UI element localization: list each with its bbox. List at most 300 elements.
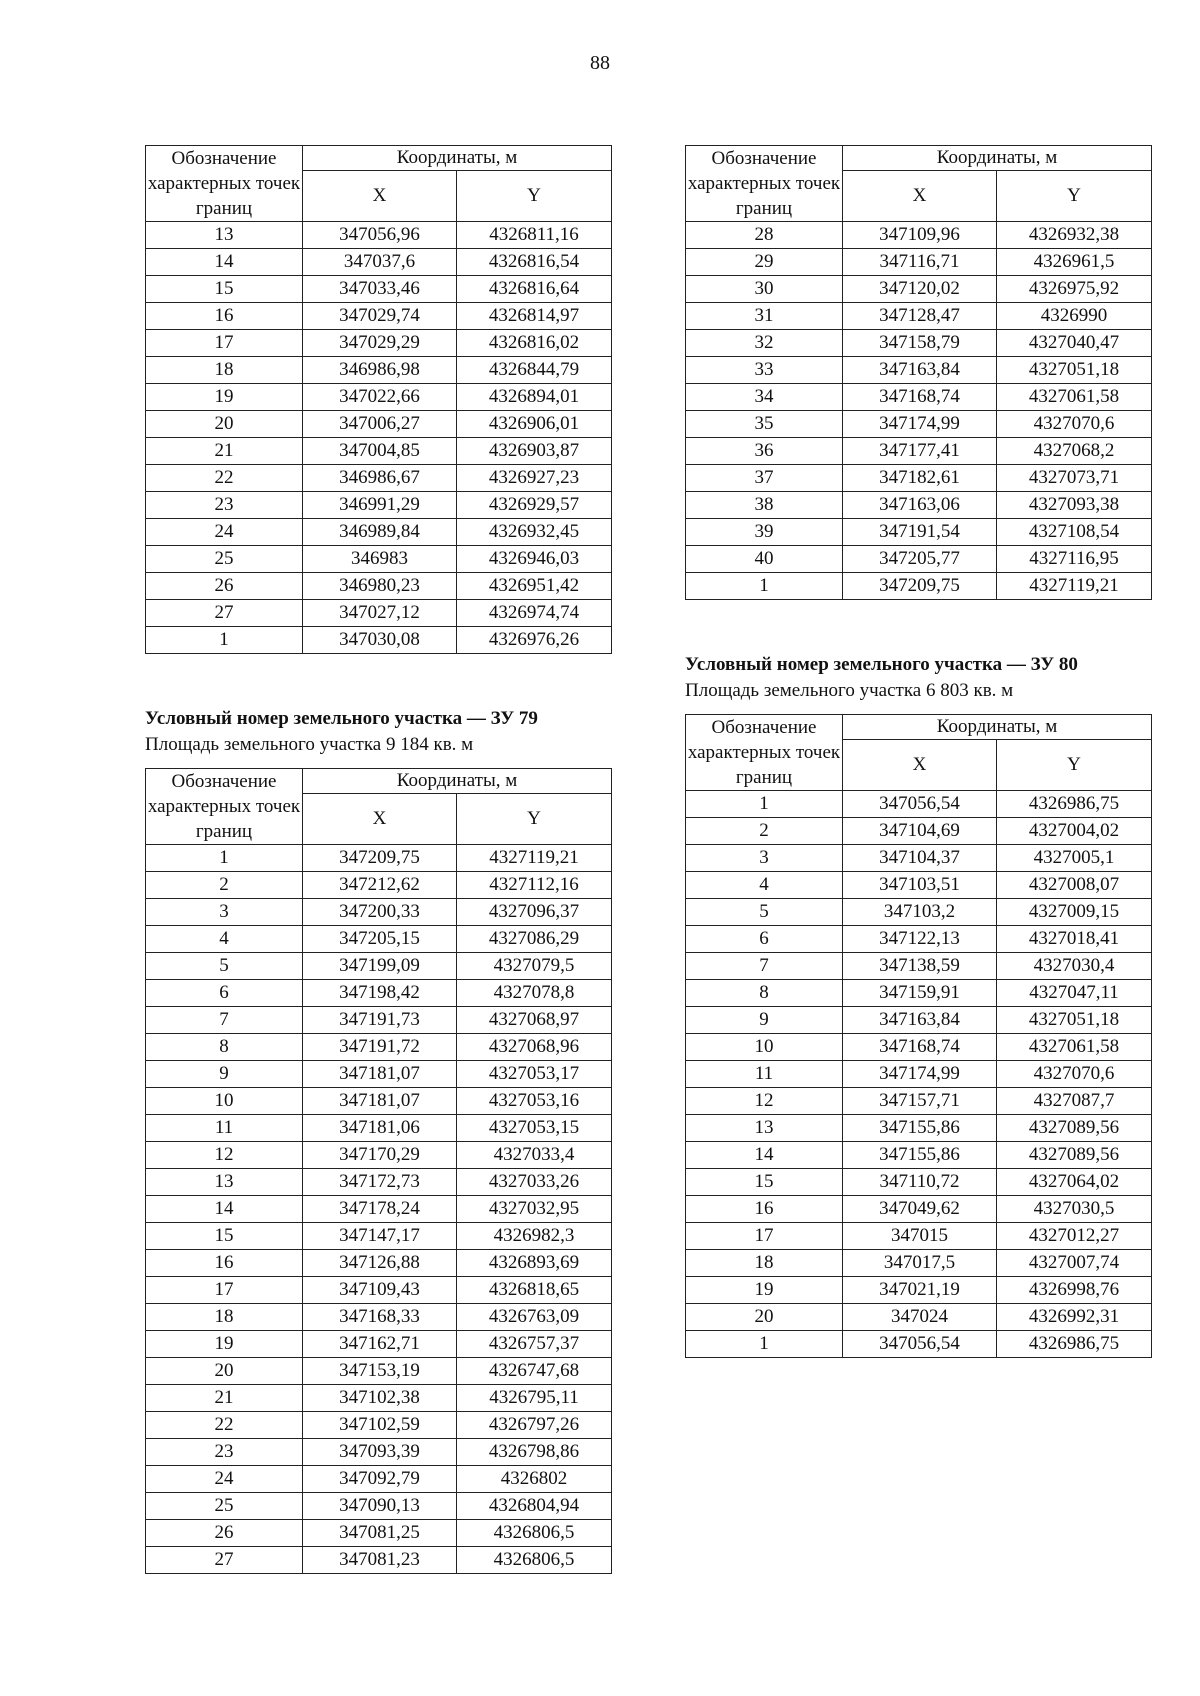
- x-coordinate-cell: 347191,73: [303, 1007, 457, 1034]
- y-coordinate-cell: 4327079,5: [457, 953, 612, 980]
- table-row: [686, 1061, 1152, 1088]
- y-coordinate-cell: 4327061,58: [997, 1034, 1152, 1061]
- table-row: [686, 222, 1152, 249]
- header-y: Y: [457, 171, 612, 222]
- table-row: [146, 845, 612, 872]
- x-coordinate-cell: 346991,29: [303, 492, 457, 519]
- y-coordinate-cell: 4326816,02: [457, 330, 612, 357]
- y-coordinate-cell: 4326982,3: [457, 1223, 612, 1250]
- y-coordinate-cell: 4327112,16: [457, 872, 612, 899]
- x-coordinate-cell: 347110,72: [843, 1169, 997, 1196]
- x-coordinate-cell: 347093,39: [303, 1439, 457, 1466]
- point-number-cell: 5: [146, 953, 303, 980]
- x-coordinate-cell: 347177,41: [843, 438, 997, 465]
- point-number-cell: 22: [146, 465, 303, 492]
- table-row: [146, 519, 612, 546]
- point-number-cell: 40: [686, 546, 843, 573]
- x-coordinate-cell: 347027,12: [303, 600, 457, 627]
- point-number-cell: 18: [686, 1250, 843, 1277]
- x-coordinate-cell: 347159,91: [843, 980, 997, 1007]
- coordinates-table-zu79: [145, 768, 612, 1574]
- y-coordinate-cell: 4326795,11: [457, 1385, 612, 1412]
- x-coordinate-cell: 347163,84: [843, 1007, 997, 1034]
- x-coordinate-cell: 347168,74: [843, 1034, 997, 1061]
- y-coordinate-cell: 4327087,7: [997, 1088, 1152, 1115]
- x-coordinate-cell: 347029,74: [303, 303, 457, 330]
- table-row: [686, 872, 1152, 899]
- y-coordinate-cell: 4326951,42: [457, 573, 612, 600]
- table-row: [686, 330, 1152, 357]
- point-number-cell: 39: [686, 519, 843, 546]
- y-coordinate-cell: 4327051,18: [997, 1007, 1152, 1034]
- point-number-cell: 3: [686, 845, 843, 872]
- right-column: [685, 145, 1151, 1358]
- y-coordinate-cell: 4327089,56: [997, 1115, 1152, 1142]
- x-coordinate-cell: 347155,86: [843, 1115, 997, 1142]
- x-coordinate-cell: 347037,6: [303, 249, 457, 276]
- point-number-cell: 6: [686, 926, 843, 953]
- point-number-cell: 9: [686, 1007, 843, 1034]
- point-number-cell: 4: [146, 926, 303, 953]
- x-coordinate-cell: 347163,84: [843, 357, 997, 384]
- section-zu80: [685, 652, 1151, 1358]
- table-row: [146, 1331, 612, 1358]
- x-coordinate-cell: 347090,13: [303, 1493, 457, 1520]
- point-number-cell: 17: [686, 1223, 843, 1250]
- table-row: [686, 818, 1152, 845]
- table-row: [146, 1196, 612, 1223]
- point-number-cell: 4: [686, 872, 843, 899]
- section-area-zu79: Площадь земельного участка 9 184 кв. м: [145, 734, 474, 755]
- x-coordinate-cell: 347200,33: [303, 899, 457, 926]
- table-row: [686, 546, 1152, 573]
- point-number-cell: 20: [146, 1358, 303, 1385]
- point-number-cell: 21: [146, 1385, 303, 1412]
- table-row: [686, 465, 1152, 492]
- table-row: [146, 546, 612, 573]
- y-coordinate-cell: 4326903,87: [457, 438, 612, 465]
- point-number-cell: 2: [686, 818, 843, 845]
- table-row: [686, 411, 1152, 438]
- x-coordinate-cell: 346986,98: [303, 357, 457, 384]
- point-number-cell: 25: [146, 1493, 303, 1520]
- y-coordinate-cell: 4326844,79: [457, 357, 612, 384]
- point-number-cell: 16: [146, 1250, 303, 1277]
- x-coordinate-cell: 347056,54: [843, 1331, 997, 1358]
- y-coordinate-cell: 4327119,21: [997, 573, 1152, 600]
- point-number-cell: 23: [146, 1439, 303, 1466]
- point-number-cell: 15: [146, 276, 303, 303]
- point-number-cell: 13: [146, 1169, 303, 1196]
- y-coordinate-cell: 4327096,37: [457, 899, 612, 926]
- y-coordinate-cell: 4326974,74: [457, 600, 612, 627]
- y-coordinate-cell: 4326811,16: [457, 222, 612, 249]
- point-number-cell: 36: [686, 438, 843, 465]
- point-number-cell: 15: [686, 1169, 843, 1196]
- point-number-cell: 26: [146, 1520, 303, 1547]
- y-coordinate-cell: 4326932,38: [997, 222, 1152, 249]
- table-row: [146, 1034, 612, 1061]
- y-coordinate-cell: 4327012,27: [997, 1223, 1152, 1250]
- y-coordinate-cell: 4327089,56: [997, 1142, 1152, 1169]
- x-coordinate-cell: 346983: [303, 546, 457, 573]
- y-coordinate-cell: 4326961,5: [997, 249, 1152, 276]
- table-row: [146, 249, 612, 276]
- x-coordinate-cell: 347006,27: [303, 411, 457, 438]
- table-row: [146, 953, 612, 980]
- table-row: [686, 1169, 1152, 1196]
- table-row: [686, 519, 1152, 546]
- y-coordinate-cell: 4327068,96: [457, 1034, 612, 1061]
- coordinates-table-zu80: [685, 714, 1152, 1358]
- y-coordinate-cell: 4326818,65: [457, 1277, 612, 1304]
- x-coordinate-cell: 347033,46: [303, 276, 457, 303]
- x-coordinate-cell: 347056,96: [303, 222, 457, 249]
- x-coordinate-cell: 347120,02: [843, 276, 997, 303]
- x-coordinate-cell: 347205,77: [843, 546, 997, 573]
- point-number-cell: 19: [146, 384, 303, 411]
- y-coordinate-cell: 4327032,95: [457, 1196, 612, 1223]
- point-number-cell: 1: [146, 627, 303, 654]
- point-number-cell: 20: [686, 1304, 843, 1331]
- y-coordinate-cell: 4327047,11: [997, 980, 1152, 1007]
- y-coordinate-cell: 4327004,02: [997, 818, 1152, 845]
- point-number-cell: 18: [146, 357, 303, 384]
- point-number-cell: 25: [146, 546, 303, 573]
- point-number-cell: 20: [146, 411, 303, 438]
- point-number-cell: 18: [146, 1304, 303, 1331]
- table-row: [686, 438, 1152, 465]
- x-coordinate-cell: 347172,73: [303, 1169, 457, 1196]
- y-coordinate-cell: 4327009,15: [997, 899, 1152, 926]
- table-row: [146, 1358, 612, 1385]
- x-coordinate-cell: 347029,29: [303, 330, 457, 357]
- table-row: [146, 492, 612, 519]
- coordinates-table-continued-right: [685, 145, 1152, 600]
- table-row: [146, 411, 612, 438]
- x-coordinate-cell: 347199,09: [303, 953, 457, 980]
- y-coordinate-cell: 4327007,74: [997, 1250, 1152, 1277]
- point-number-cell: 1: [146, 845, 303, 872]
- point-number-cell: 6: [146, 980, 303, 1007]
- x-coordinate-cell: 347056,54: [843, 791, 997, 818]
- x-coordinate-cell: 347155,86: [843, 1142, 997, 1169]
- x-coordinate-cell: 347116,71: [843, 249, 997, 276]
- y-coordinate-cell: 4326798,86: [457, 1439, 612, 1466]
- point-number-cell: 1: [686, 1331, 843, 1358]
- section-zu79: [145, 706, 611, 1574]
- header-coordinates: Координаты, м: [843, 146, 1152, 171]
- table-row: [146, 1466, 612, 1493]
- header-x: X: [303, 171, 457, 222]
- table-row: [686, 249, 1152, 276]
- section-title-zu79: Условный номер земельного участка — ЗУ 79: [145, 708, 538, 729]
- point-number-cell: 32: [686, 330, 843, 357]
- point-number-cell: 21: [146, 438, 303, 465]
- x-coordinate-cell: 347021,19: [843, 1277, 997, 1304]
- y-coordinate-cell: 4327053,17: [457, 1061, 612, 1088]
- y-coordinate-cell: 4327078,8: [457, 980, 612, 1007]
- table-row: [686, 1223, 1152, 1250]
- point-number-cell: 34: [686, 384, 843, 411]
- point-number-cell: 9: [146, 1061, 303, 1088]
- page-number: 88: [590, 52, 610, 74]
- header-designation: Обозначение характерных точек границ: [146, 769, 303, 845]
- x-coordinate-cell: 347109,43: [303, 1277, 457, 1304]
- y-coordinate-cell: 4326763,09: [457, 1304, 612, 1331]
- point-number-cell: 13: [146, 222, 303, 249]
- header-y: Y: [997, 171, 1152, 222]
- y-coordinate-cell: 4327030,4: [997, 953, 1152, 980]
- y-coordinate-cell: 4326906,01: [457, 411, 612, 438]
- table-row: [686, 953, 1152, 980]
- table-row: [686, 899, 1152, 926]
- x-coordinate-cell: 347181,07: [303, 1061, 457, 1088]
- point-number-cell: 24: [146, 1466, 303, 1493]
- header-x: X: [843, 740, 997, 791]
- table-row: [146, 1520, 612, 1547]
- x-coordinate-cell: 347168,74: [843, 384, 997, 411]
- left-column: [145, 145, 611, 1574]
- table-row: [686, 1277, 1152, 1304]
- table-row: [146, 1277, 612, 1304]
- point-number-cell: 2: [146, 872, 303, 899]
- table-row: [686, 791, 1152, 818]
- point-number-cell: 11: [686, 1061, 843, 1088]
- point-number-cell: 23: [146, 492, 303, 519]
- point-number-cell: 37: [686, 465, 843, 492]
- point-number-cell: 14: [146, 1196, 303, 1223]
- point-number-cell: 14: [146, 249, 303, 276]
- y-coordinate-cell: 4326747,68: [457, 1358, 612, 1385]
- table-row: [146, 627, 612, 654]
- x-coordinate-cell: 347174,99: [843, 411, 997, 438]
- point-number-cell: 33: [686, 357, 843, 384]
- y-coordinate-cell: 4327068,2: [997, 438, 1152, 465]
- y-coordinate-cell: 4327051,18: [997, 357, 1152, 384]
- x-coordinate-cell: 346980,23: [303, 573, 457, 600]
- table-row: [146, 276, 612, 303]
- y-coordinate-cell: 4327053,15: [457, 1115, 612, 1142]
- x-coordinate-cell: 347049,62: [843, 1196, 997, 1223]
- table-row: [146, 926, 612, 953]
- table-row: [686, 492, 1152, 519]
- point-number-cell: 5: [686, 899, 843, 926]
- y-coordinate-cell: 4326816,54: [457, 249, 612, 276]
- x-coordinate-cell: 347191,54: [843, 519, 997, 546]
- section-title-zu80: Условный номер земельного участка — ЗУ 80: [685, 654, 1078, 675]
- point-number-cell: 14: [686, 1142, 843, 1169]
- x-coordinate-cell: 347198,42: [303, 980, 457, 1007]
- table-row: [686, 276, 1152, 303]
- table-row: [686, 980, 1152, 1007]
- y-coordinate-cell: 4326757,37: [457, 1331, 612, 1358]
- table-row: [686, 1331, 1152, 1358]
- table-row: [686, 1034, 1152, 1061]
- point-number-cell: 38: [686, 492, 843, 519]
- table-row: [146, 1412, 612, 1439]
- table-row: [146, 1142, 612, 1169]
- y-coordinate-cell: 4326990: [997, 303, 1152, 330]
- y-coordinate-cell: 4327030,5: [997, 1196, 1152, 1223]
- y-coordinate-cell: 4327040,47: [997, 330, 1152, 357]
- x-coordinate-cell: 347015: [843, 1223, 997, 1250]
- y-coordinate-cell: 4326802: [457, 1466, 612, 1493]
- y-coordinate-cell: 4327068,97: [457, 1007, 612, 1034]
- y-coordinate-cell: 4326946,03: [457, 546, 612, 573]
- y-coordinate-cell: 4327073,71: [997, 465, 1152, 492]
- y-coordinate-cell: 4326929,57: [457, 492, 612, 519]
- y-coordinate-cell: 4327070,6: [997, 411, 1152, 438]
- y-coordinate-cell: 4327008,07: [997, 872, 1152, 899]
- y-coordinate-cell: 4326976,26: [457, 627, 612, 654]
- table-row: [686, 1088, 1152, 1115]
- x-coordinate-cell: 347109,96: [843, 222, 997, 249]
- y-coordinate-cell: 4326927,23: [457, 465, 612, 492]
- x-coordinate-cell: 347102,59: [303, 1412, 457, 1439]
- y-coordinate-cell: 4326816,64: [457, 276, 612, 303]
- point-number-cell: 8: [686, 980, 843, 1007]
- x-coordinate-cell: 347168,33: [303, 1304, 457, 1331]
- point-number-cell: 17: [146, 330, 303, 357]
- y-coordinate-cell: 4327070,6: [997, 1061, 1152, 1088]
- table-row: [146, 1088, 612, 1115]
- x-coordinate-cell: 347103,51: [843, 872, 997, 899]
- y-coordinate-cell: 4326932,45: [457, 519, 612, 546]
- x-coordinate-cell: 347122,13: [843, 926, 997, 953]
- point-number-cell: 17: [146, 1277, 303, 1304]
- x-coordinate-cell: 347153,19: [303, 1358, 457, 1385]
- x-coordinate-cell: 347104,69: [843, 818, 997, 845]
- point-number-cell: 11: [146, 1115, 303, 1142]
- x-coordinate-cell: 347147,17: [303, 1223, 457, 1250]
- x-coordinate-cell: 347170,29: [303, 1142, 457, 1169]
- x-coordinate-cell: 347158,79: [843, 330, 997, 357]
- x-coordinate-cell: 347128,47: [843, 303, 997, 330]
- table-row: [146, 1061, 612, 1088]
- y-coordinate-cell: 4326998,76: [997, 1277, 1152, 1304]
- y-coordinate-cell: 4326986,75: [997, 791, 1152, 818]
- table-row: [686, 357, 1152, 384]
- x-coordinate-cell: 347209,75: [843, 573, 997, 600]
- point-number-cell: 30: [686, 276, 843, 303]
- x-coordinate-cell: 347162,71: [303, 1331, 457, 1358]
- point-number-cell: 19: [686, 1277, 843, 1304]
- table-row: [146, 899, 612, 926]
- point-number-cell: 19: [146, 1331, 303, 1358]
- header-x: X: [303, 794, 457, 845]
- y-coordinate-cell: 4326894,01: [457, 384, 612, 411]
- point-number-cell: 35: [686, 411, 843, 438]
- table-row: [146, 303, 612, 330]
- point-number-cell: 27: [146, 600, 303, 627]
- x-coordinate-cell: 347104,37: [843, 845, 997, 872]
- x-coordinate-cell: 347205,15: [303, 926, 457, 953]
- header-y: Y: [457, 794, 612, 845]
- x-coordinate-cell: 347181,06: [303, 1115, 457, 1142]
- y-coordinate-cell: 4327116,95: [997, 546, 1152, 573]
- table-row: [146, 1547, 612, 1574]
- y-coordinate-cell: 4327033,26: [457, 1169, 612, 1196]
- point-number-cell: 29: [686, 249, 843, 276]
- table-row: [146, 1385, 612, 1412]
- header-coordinates: Координаты, м: [303, 146, 612, 171]
- x-coordinate-cell: 347174,99: [843, 1061, 997, 1088]
- x-coordinate-cell: 347157,71: [843, 1088, 997, 1115]
- header-designation: Обозначение характерных точек границ: [146, 146, 303, 222]
- point-number-cell: 15: [146, 1223, 303, 1250]
- y-coordinate-cell: 4326893,69: [457, 1250, 612, 1277]
- table-row: [146, 980, 612, 1007]
- table-row: [146, 1439, 612, 1466]
- x-coordinate-cell: 347191,72: [303, 1034, 457, 1061]
- y-coordinate-cell: 4326814,97: [457, 303, 612, 330]
- table-row: [146, 1007, 612, 1034]
- y-coordinate-cell: 4327093,38: [997, 492, 1152, 519]
- y-coordinate-cell: 4327061,58: [997, 384, 1152, 411]
- header-x: X: [843, 171, 997, 222]
- y-coordinate-cell: 4326797,26: [457, 1412, 612, 1439]
- table-row: [146, 465, 612, 492]
- x-coordinate-cell: 347209,75: [303, 845, 457, 872]
- point-number-cell: 8: [146, 1034, 303, 1061]
- x-coordinate-cell: 346989,84: [303, 519, 457, 546]
- x-coordinate-cell: 347212,62: [303, 872, 457, 899]
- table-row: [146, 600, 612, 627]
- table-row: [686, 1142, 1152, 1169]
- table-row: [686, 1196, 1152, 1223]
- point-number-cell: 7: [686, 953, 843, 980]
- header-designation: Обозначение характерных точек границ: [686, 715, 843, 791]
- table-row: [146, 222, 612, 249]
- point-number-cell: 22: [146, 1412, 303, 1439]
- y-coordinate-cell: 4327018,41: [997, 926, 1152, 953]
- y-coordinate-cell: 4326806,5: [457, 1520, 612, 1547]
- y-coordinate-cell: 4326975,92: [997, 276, 1152, 303]
- y-coordinate-cell: 4326804,94: [457, 1493, 612, 1520]
- point-number-cell: 1: [686, 791, 843, 818]
- point-number-cell: 12: [686, 1088, 843, 1115]
- table-row: [686, 1007, 1152, 1034]
- point-number-cell: 1: [686, 573, 843, 600]
- x-coordinate-cell: 347081,25: [303, 1520, 457, 1547]
- table-row: [686, 1250, 1152, 1277]
- x-coordinate-cell: 347004,85: [303, 438, 457, 465]
- header-y: Y: [997, 740, 1152, 791]
- y-coordinate-cell: 4327064,02: [997, 1169, 1152, 1196]
- point-number-cell: 10: [686, 1034, 843, 1061]
- table-row: [146, 1223, 612, 1250]
- point-number-cell: 27: [146, 1547, 303, 1574]
- table-row: [146, 1304, 612, 1331]
- x-coordinate-cell: 347092,79: [303, 1466, 457, 1493]
- header-coordinates: Координаты, м: [303, 769, 612, 794]
- x-coordinate-cell: 347017,5: [843, 1250, 997, 1277]
- header-coordinates: Координаты, м: [843, 715, 1152, 740]
- table-row: [146, 1115, 612, 1142]
- table-row: [686, 1115, 1152, 1142]
- y-coordinate-cell: 4327033,4: [457, 1142, 612, 1169]
- table-row: [686, 303, 1152, 330]
- x-coordinate-cell: 347022,66: [303, 384, 457, 411]
- table-row: [146, 1169, 612, 1196]
- x-coordinate-cell: 347102,38: [303, 1385, 457, 1412]
- table-row: [146, 1493, 612, 1520]
- table-row: [686, 384, 1152, 411]
- y-coordinate-cell: 4326806,5: [457, 1547, 612, 1574]
- point-number-cell: 16: [146, 303, 303, 330]
- x-coordinate-cell: 347181,07: [303, 1088, 457, 1115]
